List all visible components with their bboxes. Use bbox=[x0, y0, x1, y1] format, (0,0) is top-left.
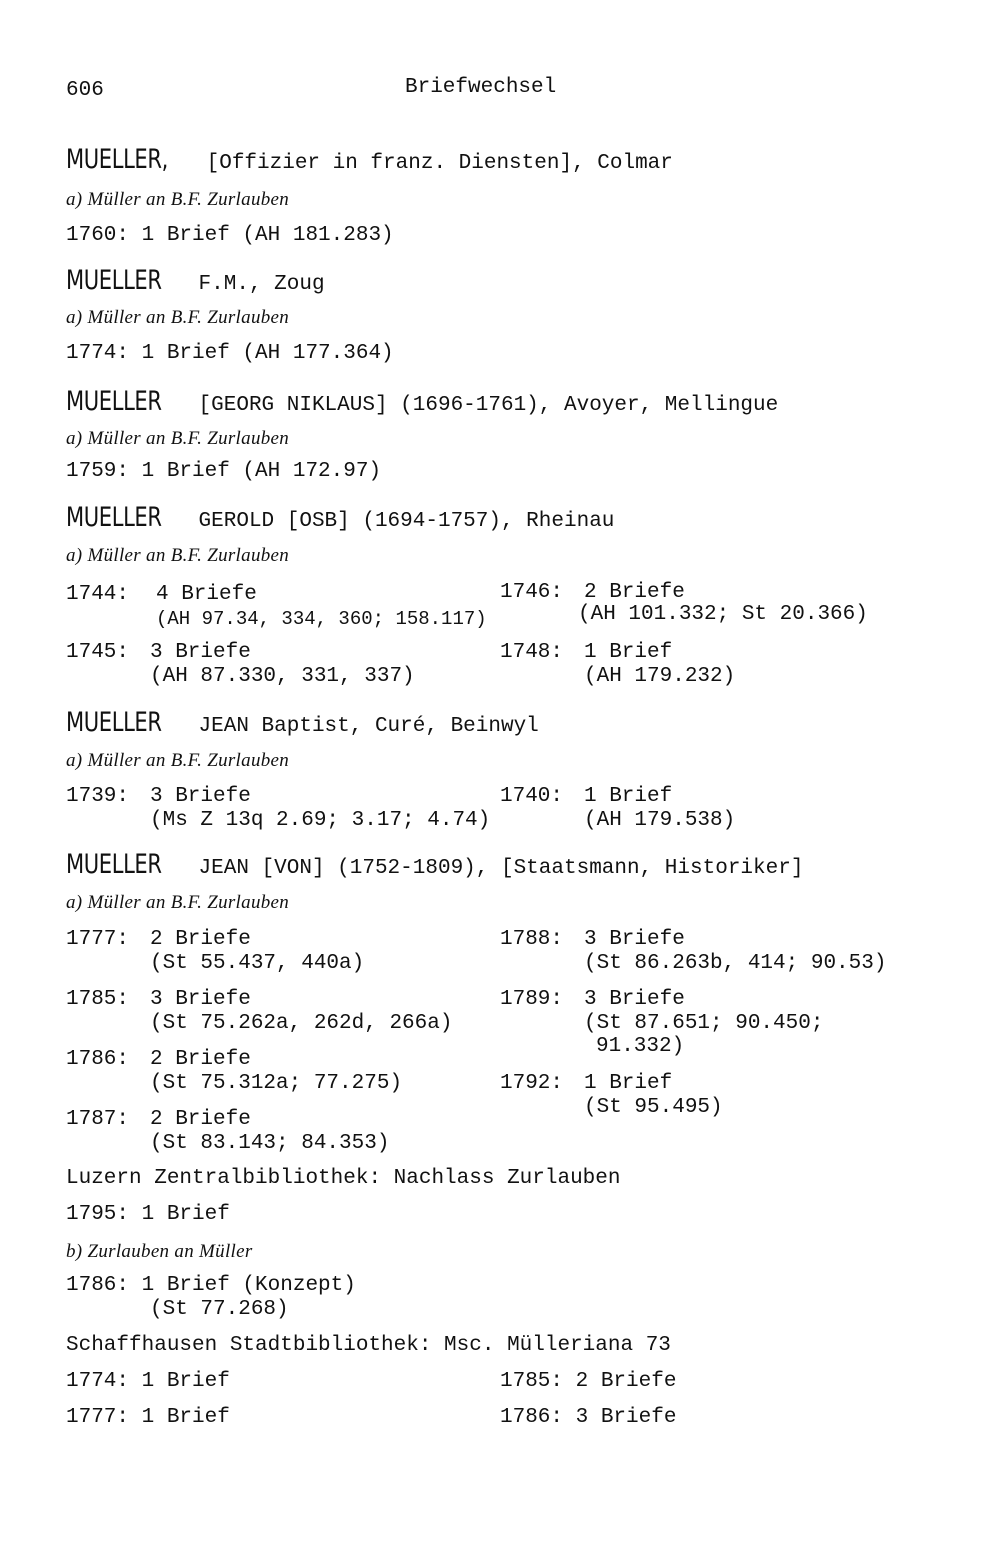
entry-name: MUELLER bbox=[66, 386, 162, 417]
section-label: a) Müller an B.F. Zurlauben bbox=[66, 189, 290, 210]
letter-line: 1759: 1 Brief (AH 172.97) bbox=[66, 460, 382, 483]
archive-reference: (St 83.143; 84.353) bbox=[150, 1132, 390, 1155]
section-label: a) Müller an B.F. Zurlauben bbox=[66, 428, 290, 449]
year-label: 1777: bbox=[66, 928, 130, 951]
archive-reference: (AH 101.332; St 20.366) bbox=[578, 603, 868, 626]
entry-heading bbox=[66, 849, 804, 881]
entry-description: JEAN [VON] (1752-1809), [Staatsmann, Historiker] bbox=[198, 857, 804, 880]
archive-reference: (Ms Z 13q 2.69; 3.17; 4.74) bbox=[150, 809, 491, 832]
letter-count: 1 Brief bbox=[584, 641, 673, 664]
year-label: 1792: bbox=[500, 1072, 564, 1095]
letter-count: 3 Briefe bbox=[150, 641, 251, 664]
archive-reference: (AH 87.330, 331, 337) bbox=[150, 665, 415, 688]
year-label: 1785: bbox=[66, 988, 130, 1011]
entry-description: [Offizier in franz. Diensten], Colmar bbox=[206, 152, 673, 175]
section-label: a) Müller an B.F. Zurlauben bbox=[66, 750, 290, 771]
year-label: 1786: bbox=[66, 1048, 130, 1071]
year-label: 1740: bbox=[500, 785, 564, 808]
entry-name: MUELLER bbox=[66, 849, 162, 880]
letter-line: 1760: 1 Brief (AH 181.283) bbox=[66, 224, 394, 247]
section-label: a) Müller an B.F. Zurlauben bbox=[66, 545, 290, 566]
entry-name: MUELLER bbox=[66, 265, 162, 296]
entry-name: MUELLER bbox=[66, 707, 162, 738]
archive-reference: (St 95.495) bbox=[584, 1096, 723, 1119]
letter-count: 1 Brief bbox=[584, 785, 673, 808]
letter-count: 2 Briefe bbox=[150, 928, 251, 951]
entry-description: [GEORG NIKLAUS] (1696-1761), Avoyer, Mellingue bbox=[198, 394, 779, 417]
entry-name: MUELLER bbox=[66, 502, 162, 533]
library-heading: Luzern Zentralbibliothek: Nachlass Zurlauben bbox=[66, 1167, 621, 1190]
year-label: 1746: bbox=[500, 581, 564, 604]
library-heading: Schaffhausen Stadtbibliothek: Msc. Mülleriana 73 bbox=[66, 1334, 671, 1357]
archive-reference: (St 77.268) bbox=[150, 1298, 289, 1321]
letter-line: 1795: 1 Brief bbox=[66, 1203, 230, 1226]
archive-reference: (St 86.263b, 414; 90.53) bbox=[584, 952, 887, 975]
letter-count: 2 Briefe bbox=[584, 581, 685, 604]
letter-count: 2 Briefe bbox=[150, 1048, 251, 1071]
letter-line: 1785: 2 Briefe bbox=[500, 1370, 677, 1393]
page-number: 606 bbox=[66, 79, 104, 102]
letter-count: 4 Briefe bbox=[156, 583, 257, 606]
year-label: 1788: bbox=[500, 928, 564, 951]
archive-reference: (St 75.262a, 262d, 266a) bbox=[150, 1012, 453, 1035]
entry-heading bbox=[66, 707, 539, 739]
letter-line: 1774: 1 Brief (AH 177.364) bbox=[66, 342, 394, 365]
letter-count: 3 Briefe bbox=[584, 928, 685, 951]
section-label: a) Müller an B.F. Zurlauben bbox=[66, 892, 290, 913]
entry-name: MUELLER, bbox=[66, 144, 168, 175]
section-label: b) Zurlauben an Müller bbox=[66, 1241, 253, 1262]
archive-reference: (AH 97.34, 334, 360; 158.117) bbox=[156, 608, 487, 630]
entry-description: JEAN Baptist, Curé, Beinwyl bbox=[198, 715, 539, 738]
archive-reference: (St 87.651; 90.450; bbox=[584, 1012, 824, 1035]
archive-reference: (AH 179.538) bbox=[584, 809, 736, 832]
letter-line: 1777: 1 Brief bbox=[66, 1406, 230, 1429]
year-label: 1745: bbox=[66, 641, 130, 664]
year-label: 1789: bbox=[500, 988, 564, 1011]
year-label: 1744: bbox=[66, 583, 130, 606]
letter-count: 2 Briefe bbox=[150, 1108, 251, 1131]
letter-line: 1786: 1 Brief (Konzept) bbox=[66, 1274, 356, 1297]
letter-count: 1 Brief bbox=[584, 1072, 673, 1095]
archive-reference: 91.332) bbox=[596, 1035, 685, 1058]
letter-count: 3 Briefe bbox=[150, 785, 251, 808]
year-label: 1787: bbox=[66, 1108, 130, 1131]
year-label: 1748: bbox=[500, 641, 564, 664]
letter-count: 3 Briefe bbox=[584, 988, 685, 1011]
letter-line: 1786: 3 Briefe bbox=[500, 1406, 677, 1429]
archive-reference: (St 55.437, 440a) bbox=[150, 952, 365, 975]
section-label: a) Müller an B.F. Zurlauben bbox=[66, 307, 290, 328]
entry-heading bbox=[66, 386, 779, 418]
entry-description: GEROLD [OSB] (1694-1757), Rheinau bbox=[198, 510, 615, 533]
letter-line: 1774: 1 Brief bbox=[66, 1370, 230, 1393]
entry-heading bbox=[66, 502, 615, 534]
entry-heading bbox=[66, 265, 325, 297]
running-title: Briefwechsel bbox=[405, 76, 557, 99]
year-label: 1739: bbox=[66, 785, 130, 808]
letter-count: 3 Briefe bbox=[150, 988, 251, 1011]
entry-heading bbox=[66, 144, 673, 176]
archive-reference: (AH 179.232) bbox=[584, 665, 736, 688]
archive-reference: (St 75.312a; 77.275) bbox=[150, 1072, 403, 1095]
entry-description: F.M., Zoug bbox=[198, 273, 325, 296]
